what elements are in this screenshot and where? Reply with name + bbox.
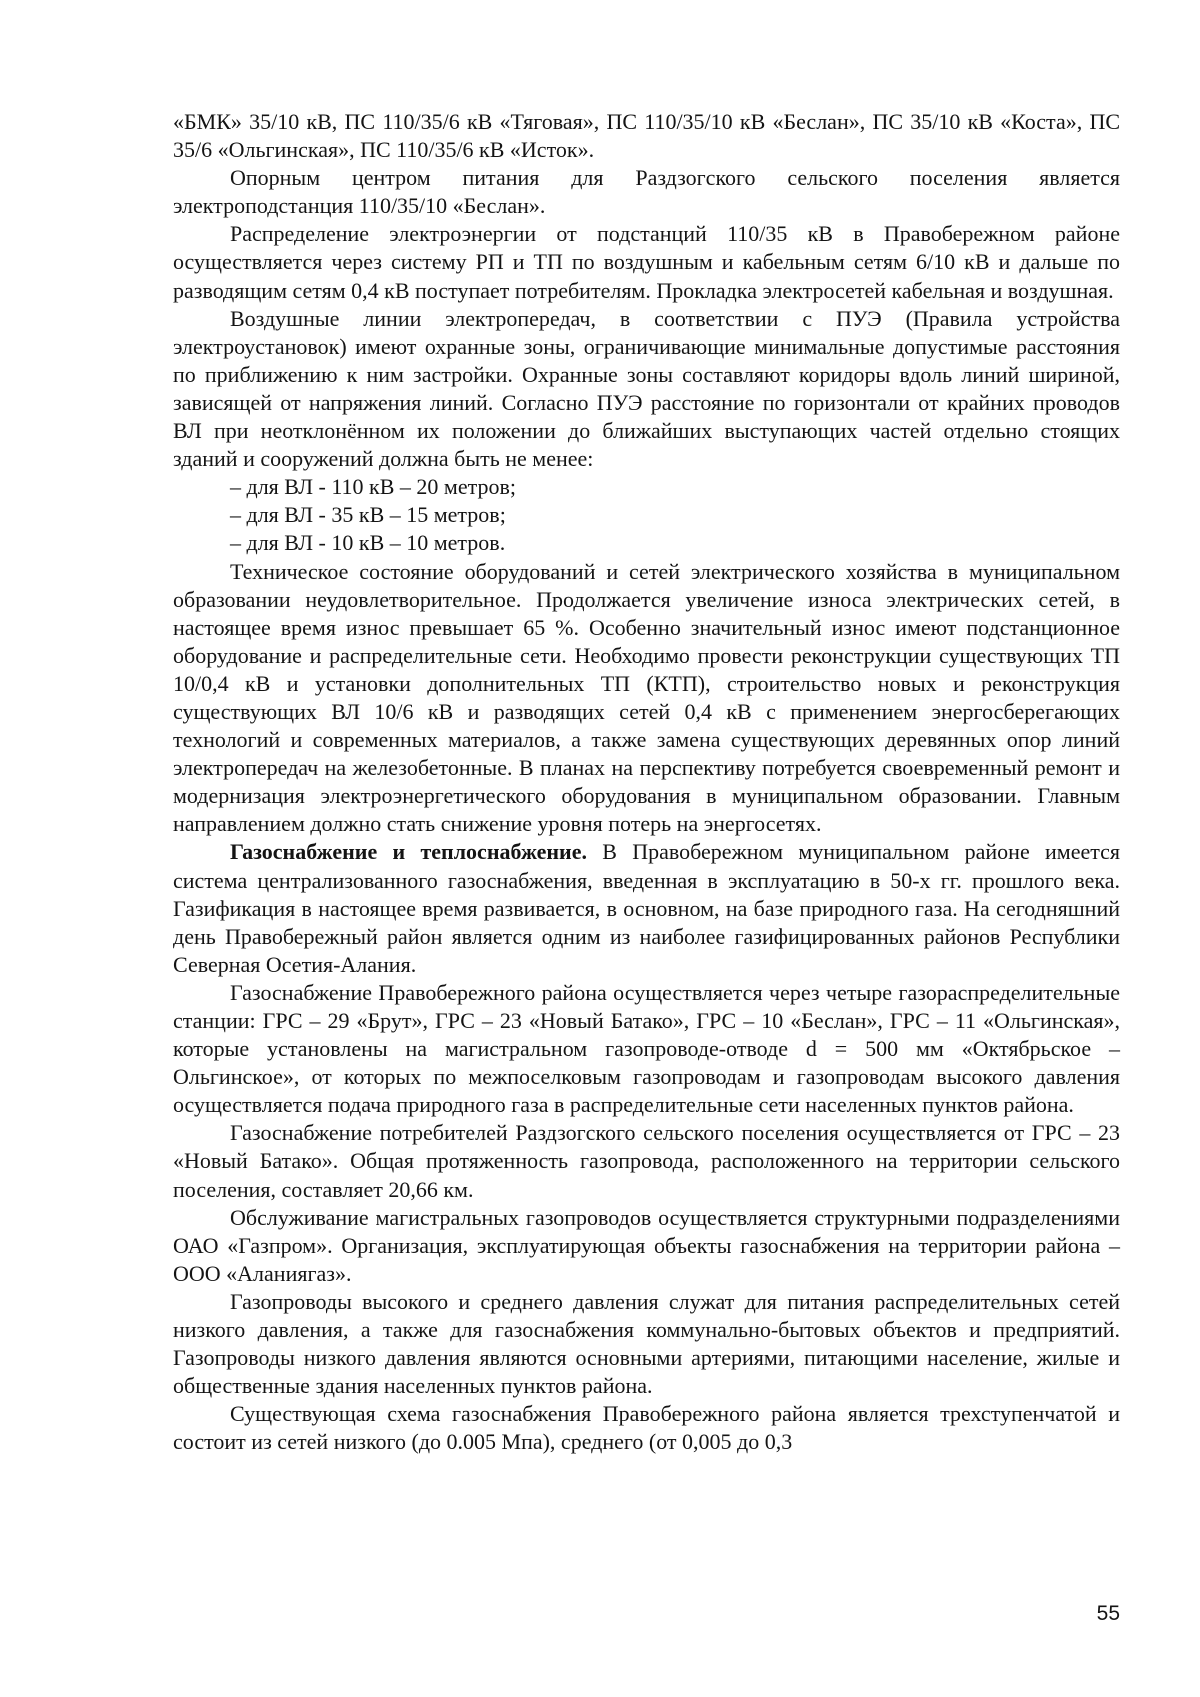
paragraph-gas-consumers: Газоснабжение потребителей Раздзогского сельского поселения осуществляется от ГРС – 23 «Новый Батако». Общая протяженность газопровода, расположенного на территории сельского поселения, составляет 20,66 км. (173, 1120, 1120, 1202)
paragraph-technical-state: Техническое состояние оборудований и сетей электрического хозяйства в муниципальном образовании неудовлетворительное. Продолжается увеличение износа электрических сетей, в настоящее время износ превышает 65 %. Особенно значительный износ имеют подстанционное оборудование и распределительные сети. Необходимо провести реконструкции существующих ТП 10/0,4 кВ и установки дополнительных ТП (КТП), строительство новых и реконструкция существующих ВЛ 10/6 кВ и разводящих сетей 0,4 кВ с применением энергосберегающих технологий и современных материалов, а также замена существующих деревянных опор линий электропередач на железобетонные. В планах на перспективу потребуется своевременный ремонт и модернизация электроэнергетического оборудования в муниципальном образовании. Главным направлением должно стать снижение уровня потерь на энергосетях. (173, 558, 1120, 837)
paragraph-gas-maintenance: Обслуживание магистральных газопроводов осуществляется структурными подразделениями ОАО «Газпром». Организация, эксплуатирующая объекты газоснабжения на территории района – ООО «Аланиягаз». (173, 1204, 1120, 1286)
page-number: 55 (1096, 1602, 1120, 1625)
section-heading-gas: Газоснабжение и теплоснабжение. (230, 839, 587, 865)
paragraph-gas-pressure: Газопроводы высокого и среднего давления служат для питания распределительных сетей низкого давления, а также для газоснабжения коммунально-бытовых объектов и предприятий. Газопроводы низкого давления являются основными артериями, питающими население, жилые и общественные здания населенных пунктов района. (173, 1288, 1120, 1399)
paragraph-substations: «БМК» 35/10 кВ, ПС 110/35/6 кВ «Тяговая», ПС 110/35/10 кВ «Беслан», ПС 35/10 кВ «Коста», ПС 35/6 «Ольгинская», ПС 110/35/6 кВ «Исток». (173, 109, 1120, 163)
paragraph-gas-intro (173, 838, 1120, 978)
list-item-10kv: – для ВЛ - 10 кВ – 10 метров. (230, 530, 506, 556)
paragraph-supply-center: Опорным центром питания для Раздзогского сельского поселения является электроподстанция 110/35/10 «Беслан». (173, 165, 1120, 219)
list-item-110kv: – для ВЛ - 110 кВ – 20 метров; (230, 474, 516, 500)
list-item-35kv: – для ВЛ - 35 кВ – 15 метров; (230, 502, 506, 528)
paragraph-gas-stations: Газоснабжение Правобережного района осуществляется через четыре газораспределительные станции: ГРС – 29 «Брут», ГРС – 23 «Новый Батако», ГРС – 10 «Беслан», ГРС – 11 «Ольгинская», которые установлены на магистральном газопроводе-отводе d = 500 мм «Октябрьское – Ольгинское», от которых по межпоселковым газопроводам и газопроводам высокого давления осуществляется подача природного газа в распределительные сети населенных пунктов района. (173, 979, 1120, 1118)
body-text (173, 108, 1120, 1457)
paragraph-gas-scheme: Существующая схема газоснабжения Правобережного района является трехступенчатой и состоит из сетей низкого (до 0.005 Мпа), среднего (от 0,005 до 0,3 (173, 1401, 1120, 1455)
paragraph-distribution: Распределение электроэнергии от подстанций 110/35 кВ в Правобережном районе осуществляется через систему РП и ТП по воздушным и кабельным сетям 6/10 кВ и дальше по разводящим сетям 0,4 кВ поступает потребителям. Прокладка электросетей кабельная и воздушная. (173, 221, 1120, 303)
paragraph-protection-zones: Воздушные линии электропередач, в соответствии с ПУЭ (Правила устройства электроустановок) имеют охранные зоны, ограничивающие минимальные допустимые расстояния по приближению к ним застройки. Охранные зоны составляют коридоры вдоль линий шириной, зависящей от напряжения линий. Согласно ПУЭ расстояние по горизонтали от крайних проводов ВЛ при неотклонённом их положении до ближайших выступающих частей отдельно стоящих зданий и сооружений должна быть не менее: (173, 305, 1120, 472)
gas-intro-text: В Правобережном муниципальном районе имеется система централизованного газоснабжения, введенная в эксплуатацию в 50-х гг. прошлого века. Газификация в настоящее время развивается, в основном, на базе природного газа. На сегодняшний день Правобережный район является одним из наиболее газифицированных районов Республики Северная Осетия-Алания. (173, 839, 1120, 977)
